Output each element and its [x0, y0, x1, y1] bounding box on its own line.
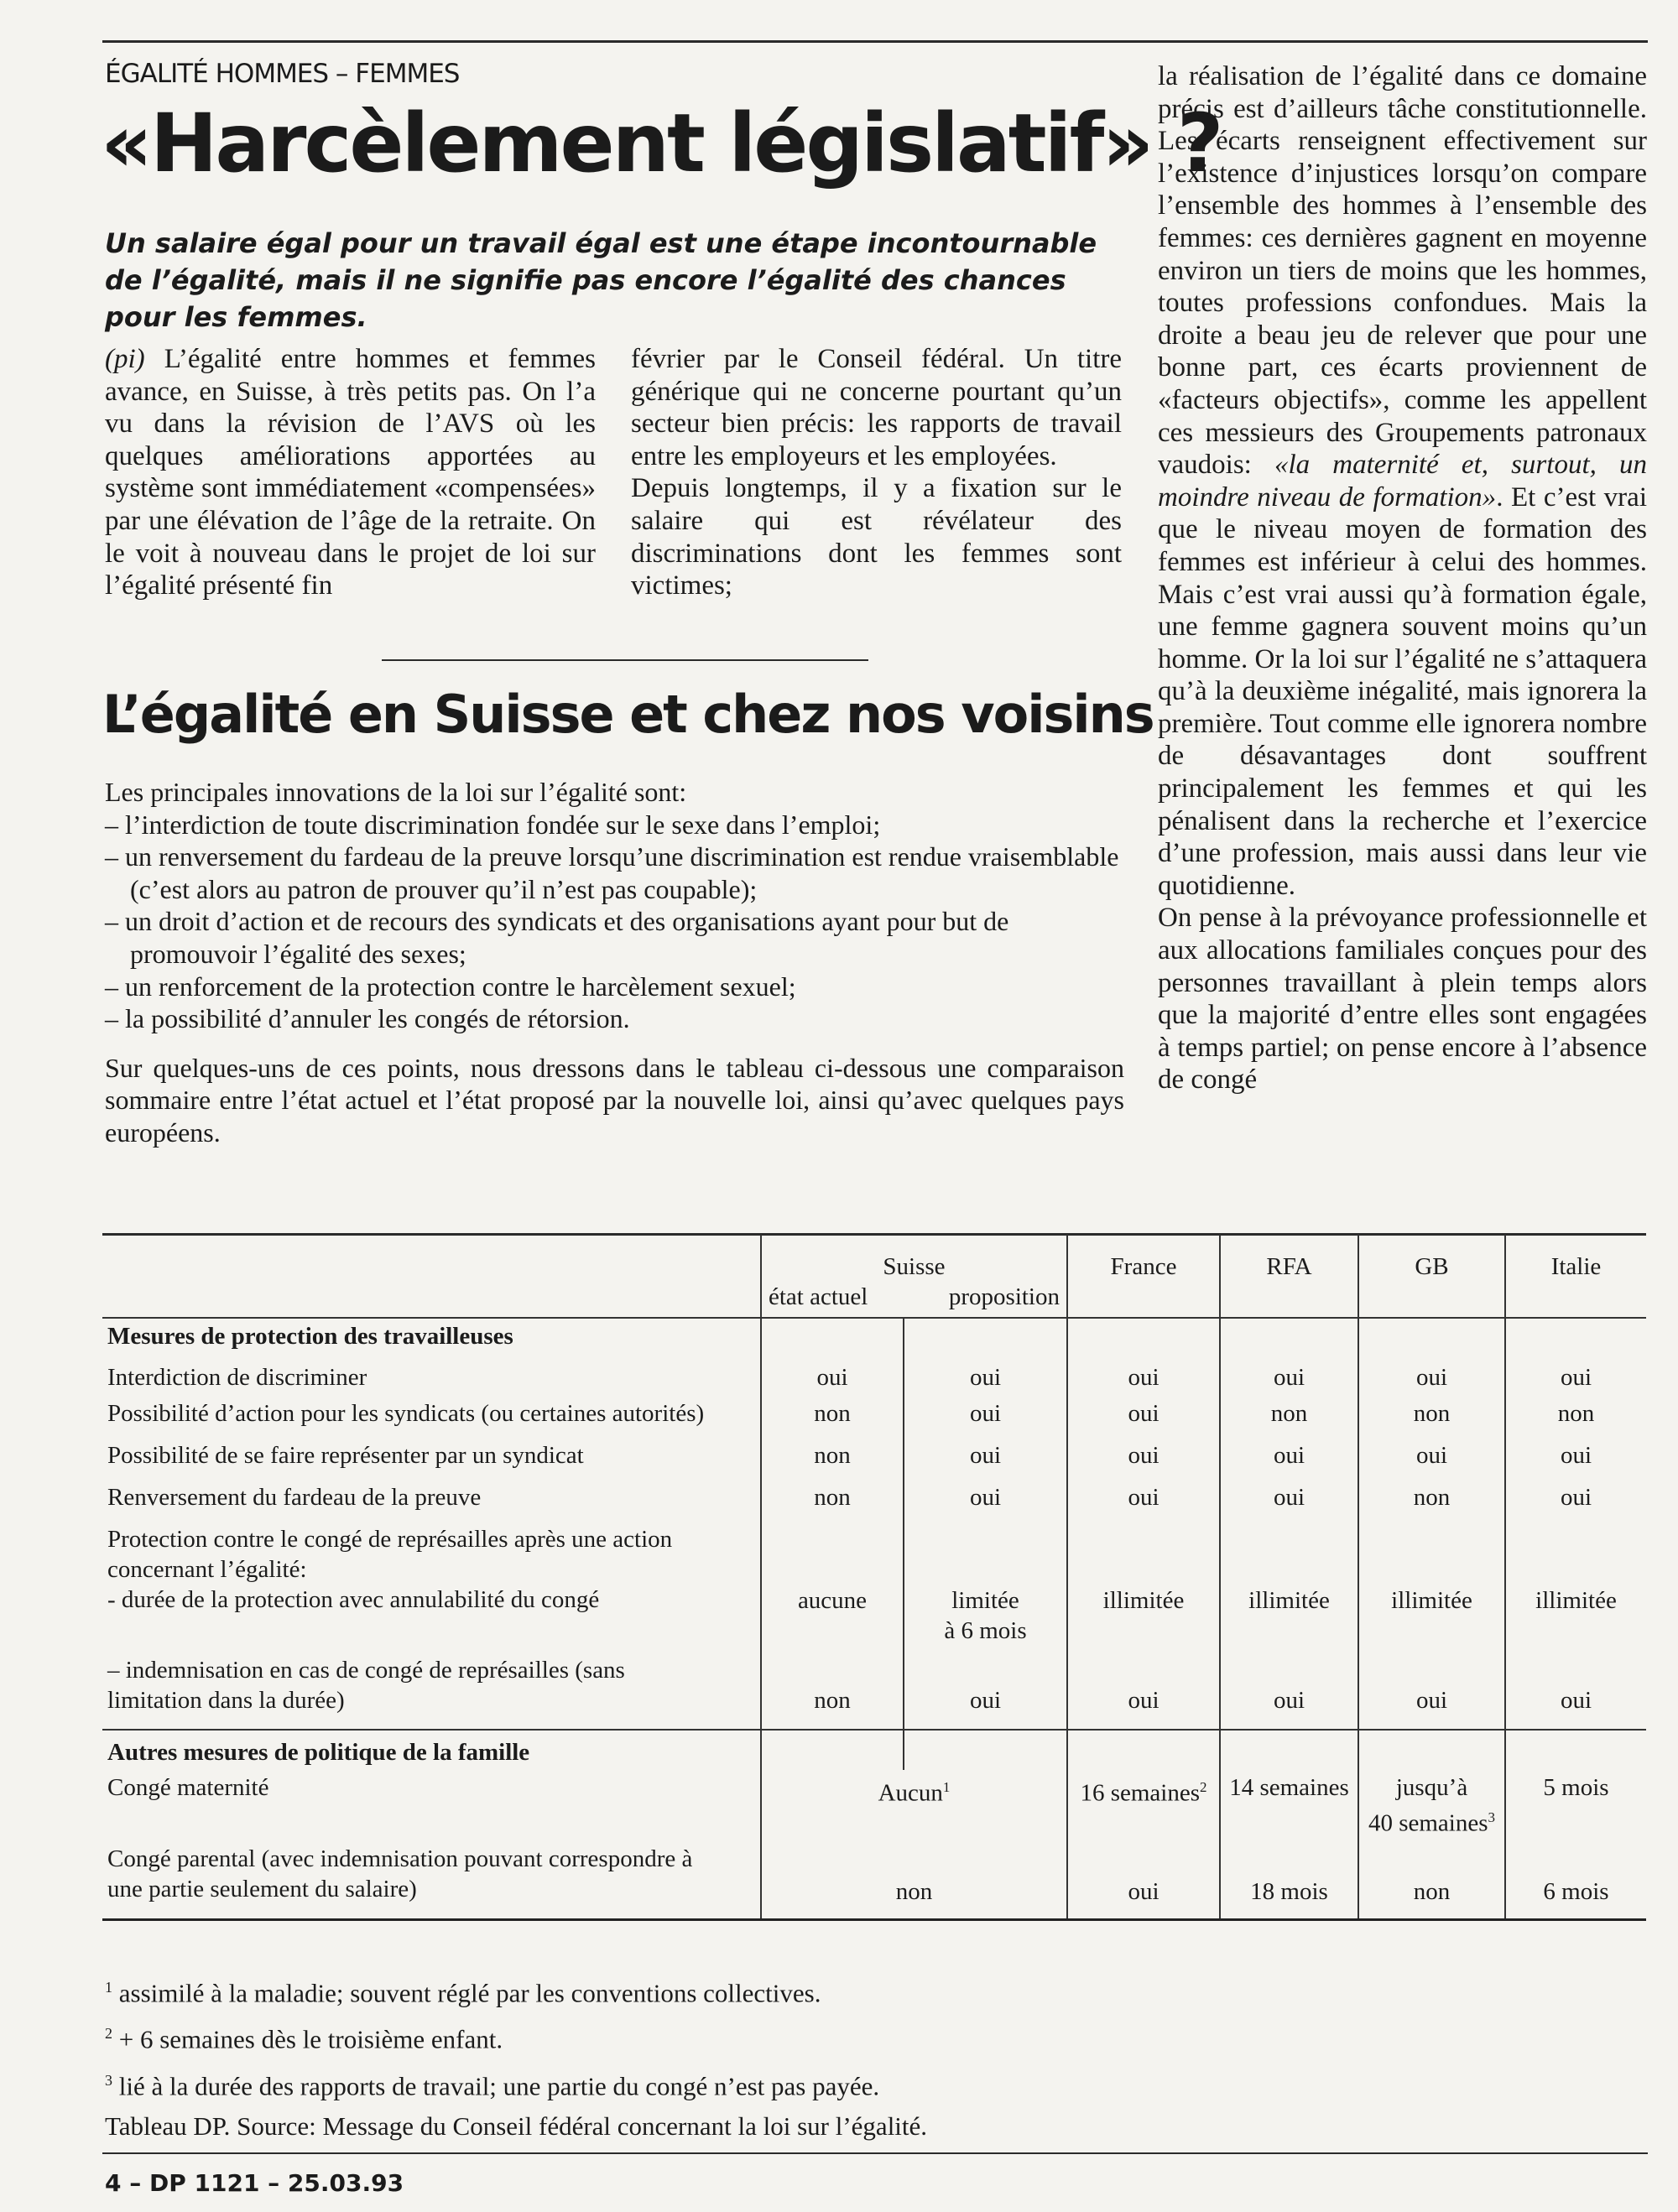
header-italie: Italie [1505, 1235, 1646, 1318]
box-outro: Sur quelques-uns de ces points, nous dressons dans le tableau ci-dessous une comparaison sommaire entre l’état actuel et l’état proposé par la nouvelle loi, ainsi qu’avec quelques pays européens. [105, 1052, 1124, 1148]
cell: oui [1358, 1354, 1505, 1396]
cell: 5 mois [1505, 1770, 1646, 1841]
cell: oui [1220, 1438, 1358, 1480]
cell-line: jusqu’à [1395, 1774, 1468, 1801]
cell: oui [1067, 1841, 1220, 1920]
footnote-ref: 2 [1200, 1779, 1207, 1795]
row-label: Possibilité d’action pour les syndicats (ou certaines autorités) [107, 1400, 705, 1427]
footnote-ref: 1 [942, 1779, 951, 1795]
section-row [102, 1730, 1646, 1770]
row-label-line: concernant l’égalité: [107, 1556, 307, 1583]
section-heading: Mesures de protection des travailleuses [107, 1323, 513, 1350]
header-blank [102, 1235, 761, 1318]
row-label: Interdiction de discriminer [107, 1364, 367, 1391]
header-suisse [761, 1235, 1067, 1318]
paragraph: On pense à la prévoyance professionnelle et aux allocations familiales conçues pour des personnes travaillant à plein temps alors que la majorité d’entre elles sont engagées à temps partiel; on pense encore à l’absence de congé [1158, 903, 1647, 1096]
header-suisse-label: Suisse [883, 1253, 946, 1280]
row-label [102, 1841, 761, 1920]
box-text [105, 776, 1124, 1149]
cell: 6 mois [1505, 1841, 1646, 1920]
cell: non [761, 1396, 904, 1438]
cell-suisse-maternite [761, 1770, 1067, 1841]
article-title: «Harcèlement législatif» ? [101, 96, 1222, 190]
paragraph [105, 343, 596, 602]
table-row [102, 1438, 1646, 1480]
row-label [102, 1522, 761, 1648]
footnote [105, 1967, 1531, 2013]
footnote-text: assimilé à la maladie; souvent réglé par les conventions collectives. [112, 1978, 821, 2008]
cell: oui [904, 1438, 1067, 1480]
footnote-ref: 3 [1488, 1809, 1496, 1825]
table-row [102, 1480, 1646, 1522]
row-label-line: – indemnisation en cas de congé de représailles (sans [107, 1657, 625, 1684]
quote: «la maternité et, surtout, un moindre niveau de formation» [1158, 450, 1647, 513]
cell: oui [1358, 1438, 1505, 1480]
table-row [102, 1648, 1646, 1730]
cell: oui [1067, 1480, 1220, 1522]
row-label: Renversement du fardeau de la preuve [107, 1484, 482, 1511]
box-intro: Les principales innovations de la loi sur l’égalité sont: [105, 777, 687, 807]
header-proposition: proposition [948, 1283, 1060, 1310]
cell: 14 semaines [1220, 1770, 1358, 1841]
paragraph-text: . Et c’est vrai que le niveau moyen de formation des femmes est inférieur à celui des hommes. Mais c’est vrai aussi qu’à formation égale, une femme gagnera souvent moins qu’un homme. Or la loi sur l’égalité ne s’attaquera qu’à la deuxième inégalité, mais ignorera la première. Tout comme elle ignorera nombre de désavantages dont souffrent principalement les femmes et qui les pénalisent dans la recherche et l’exercice d’une profession, mais aussi dans leur vie quotidienne. [1158, 481, 1647, 901]
cell: aucune [761, 1522, 904, 1648]
cell: non [1358, 1396, 1505, 1438]
cell [1067, 1770, 1220, 1841]
cell: oui [904, 1354, 1067, 1396]
cell-line [1364, 1803, 1499, 1839]
row-label: Possibilité de se faire représenter par un syndicat [107, 1442, 584, 1469]
cell-line: à 6 mois [944, 1617, 1027, 1644]
header-gb: GB [1358, 1235, 1505, 1318]
header-rfa: RFA [1220, 1235, 1358, 1318]
cell [904, 1522, 1067, 1648]
paragraph-text: la réalisation de l’égalité dans ce domaine précis est d’ailleurs tâche constitutionnelle. Les écarts renseignent effectivement sur l’existence d’injustices lorsqu’on compare l’ensemble des hommes à l’ensemble des femmes: ces dernières gagnent en moyenne environ un tiers de moins que les hommes, toutes professions confondues. Mais la droite a beau jeu de relever que pour une bonne part, ces écarts proviennent de «facteurs objectifs», comme les appellent ces messieurs des Groupements patronaux vaudois: [1158, 61, 1647, 481]
cell: oui [1220, 1480, 1358, 1522]
cell: illimitée [1505, 1522, 1646, 1648]
row-label-line: une partie seulement du salaire) [107, 1875, 417, 1902]
cell: non [761, 1480, 904, 1522]
cell: oui [1067, 1354, 1220, 1396]
row-label-line: Congé parental (avec indemnisation pouvant correspondre à [107, 1845, 693, 1872]
footnote-text: lié à la durée des rapports de travail; une partie du congé n’est pas payée. [112, 2070, 880, 2100]
row-label [102, 1648, 761, 1730]
footnote [105, 2013, 1531, 2059]
list-item: – un renforcement de la protection contre le harcèlement sexuel; [105, 971, 796, 1002]
paragraph [1158, 60, 1647, 902]
body-column-3 [1158, 60, 1647, 1096]
author-initials: (pi) [105, 344, 145, 374]
cell: 18 mois [1220, 1841, 1358, 1920]
row-label: Congé maternité [107, 1774, 269, 1801]
section-heading: Autres mesures de politique de la famille [102, 1730, 761, 1770]
cell: non [1358, 1480, 1505, 1522]
cell: illimitée [1358, 1522, 1505, 1648]
list-item: – l’interdiction de toute discrimination fondée sur le sexe dans l’emploi; [105, 809, 881, 840]
cell: oui [1505, 1480, 1646, 1522]
cell-line: limitée [951, 1587, 1019, 1614]
footnote-mark: 1 [105, 1979, 112, 1996]
cell: non [1358, 1841, 1505, 1920]
table-source: Tableau DP. Source: Message du Conseil fédéral concernant la loi sur l’égalité. [105, 2111, 928, 2141]
separator-rule [382, 659, 868, 661]
cell-text: Aucun [878, 1779, 943, 1807]
table-row [102, 1522, 1646, 1648]
cell: oui [1220, 1354, 1358, 1396]
table-header-row [102, 1235, 1646, 1318]
cell: oui [1067, 1438, 1220, 1480]
body-column-1 [105, 343, 596, 602]
box-heading: L’égalité en Suisse et chez nos voisins [102, 684, 1154, 745]
list-item: – un renversement du fardeau de la preuve lorsqu’une discrimination est rendue vraisemblable (c’est alors au patron de prouver qu’il n’est pas coupable); [105, 841, 1119, 904]
table-row [102, 1770, 1646, 1841]
cell: oui [904, 1396, 1067, 1438]
folio: 4 – DP 1121 – 25.03.93 [105, 2169, 404, 2197]
footnote [105, 2060, 1531, 2106]
cell: oui [1505, 1438, 1646, 1480]
top-rule [102, 40, 1648, 43]
list-item: – un droit d’action et de recours des syndicats et des organisations ayant pour but de promouvoir l’égalité des sexes; [105, 906, 1009, 969]
cell: oui [904, 1480, 1067, 1522]
cell: oui [904, 1648, 1067, 1730]
cell: non [761, 1841, 1067, 1920]
kicker: ÉGALITÉ HOMMES – FEMMES [105, 59, 460, 89]
header-france: France [1067, 1235, 1220, 1318]
cell: non [1220, 1396, 1358, 1438]
footnote-mark: 3 [105, 2071, 112, 2089]
row-label-line: limitation dans la durée) [107, 1687, 345, 1714]
cell: oui [1505, 1648, 1646, 1730]
cell-text: 16 semaines [1080, 1779, 1201, 1807]
header-etat-actuel: état actuel [769, 1283, 868, 1310]
cell: oui [1067, 1396, 1220, 1438]
row-label-line: - durée de la protection avec annulabilité du congé [107, 1586, 600, 1613]
paragraph-text: L’égalité entre hommes et femmes avance, en Suisse, à très petits pas. On l’a vu dans la révision de l’AVS où les quelques améliorations apportées au système sont immédiatement «compensées» par une élévation de l’âge de la retraite. On le voit à nouveau dans le projet de loi sur l’égalité présenté fin [105, 344, 596, 601]
cell: illimitée [1067, 1522, 1220, 1648]
header-suisse-sub [767, 1282, 1061, 1312]
paragraph: Depuis longtemps, il y a fixation sur le salaire qui est révélateur des discriminations dont les femmes sont victimes; [631, 473, 1122, 601]
cell: oui [761, 1354, 904, 1396]
footnote-text: + 6 semaines dès le troisième enfant. [112, 2024, 503, 2054]
table-row [102, 1354, 1646, 1396]
bottom-rule [102, 2152, 1648, 2154]
table-row [102, 1841, 1646, 1920]
body-column-2 [631, 343, 1122, 602]
cell: oui [1358, 1648, 1505, 1730]
cell: oui [1067, 1648, 1220, 1730]
comparison-table [102, 1235, 1646, 1921]
cell: oui [1505, 1354, 1646, 1396]
cell [1358, 1770, 1505, 1841]
cell: non [761, 1648, 904, 1730]
row-label-line: Protection contre le congé de représailles après une action [107, 1526, 673, 1553]
paragraph: février par le Conseil fédéral. Un titre générique qui ne concerne pourtant qu’un secteur bien précis: les rapports de travail entre les employeurs et les employées. [631, 344, 1122, 471]
list-item: – la possibilité d’annuler les congés de rétorsion. [105, 1003, 630, 1034]
section-row [102, 1318, 1646, 1354]
cell: non [1505, 1396, 1646, 1438]
footnote-mark: 2 [105, 2025, 112, 2043]
lead-paragraph: Un salaire égal pour un travail égal est une étape incontournable de l’égalité, mais il ne signifie pas encore l’égalité des chances pour les femmes. [105, 227, 1097, 333]
table-notes [105, 1967, 1531, 2147]
cell: non [761, 1438, 904, 1480]
cell: illimitée [1220, 1522, 1358, 1648]
table-row [102, 1396, 1646, 1438]
cell-text: 40 semaines [1368, 1809, 1488, 1837]
cell: oui [1220, 1648, 1358, 1730]
